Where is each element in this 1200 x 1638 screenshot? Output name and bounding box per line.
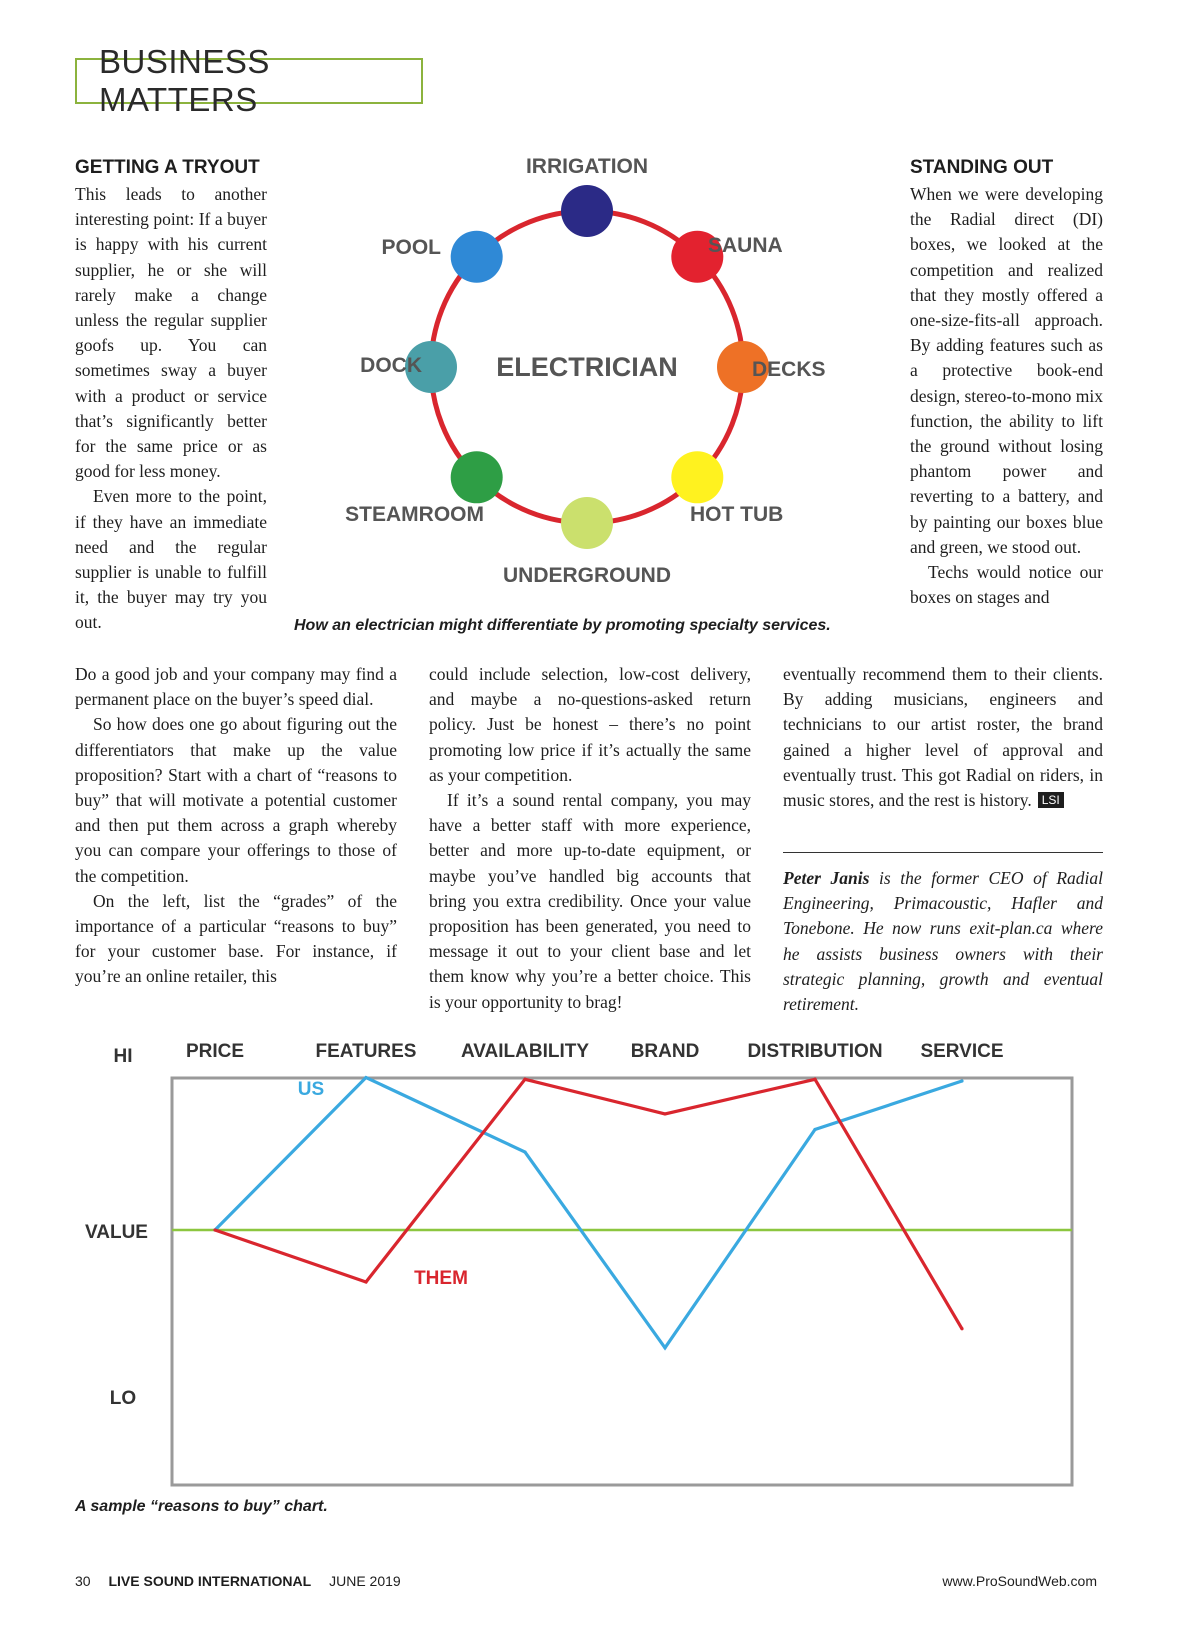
node-steamroom-label: STEAMROOM [345, 503, 484, 526]
paragraph [783, 662, 1103, 813]
series-point-them [813, 1078, 816, 1081]
paragraph: So how does one go about figuring out the differentiators that make up the value proposition? Start with a chart of “reasons to buy” that will motivate a potential customer and then put them across a graph whereby you can compare your offerings to those of the competition. [75, 714, 397, 886]
category-label-distribution: DISTRIBUTION [747, 1041, 883, 1062]
end-badge: LSI [1038, 792, 1064, 808]
series-point-them [960, 1327, 963, 1330]
paragraph: When we were developing the Radial direct (DI) boxes, we looked at the competition and realized that they mostly offered a one-size-fits-all approach. By adding features such as a protective book-end design, stereo-to-mono mix function, the ability to lift the ground without losing phantom power and reverting to a battery, and by painting our boxes blue and green, we stood out. [910, 184, 1103, 557]
author-bio [783, 866, 1103, 1017]
footer-website: www.ProSoundWeb.com [942, 1573, 1097, 1589]
node-pool-dot [451, 231, 503, 283]
series-point-them [364, 1280, 367, 1283]
paragraph-text: eventually recommend them to their clients. By adding musicians, engineers and technicians to our artist roster, the brand gained a higher level of approval and eventually trust. This got Radial on riders, in music stores, and the rest is history. [783, 664, 1103, 811]
series-point-us [523, 1150, 526, 1153]
series-point-us [364, 1076, 367, 1079]
heading-getting-a-tryout: GETTING A TRYOUT [75, 157, 260, 178]
series-point-them [663, 1112, 666, 1115]
category-label-brand: BRAND [630, 1041, 700, 1062]
paragraph: If it’s a sound rental company, you may have a better staff with more experience, better and more up-to-date equipment, or maybe you’ve handled big accounts that bring you extra credibility. Once your value proposition has been generated, you need to message it out to your client base and let them know why you’re a better choice. This is your opportunity to brag! [429, 790, 751, 1012]
node-underground-label: UNDERGROUND [503, 564, 671, 587]
reasons-to-buy-chart [75, 1035, 1115, 1495]
level-label-hi: HI [113, 1046, 133, 1067]
page-number: 30 [75, 1573, 91, 1589]
diagram-caption: How an electrician might differentiate by promoting specialty services. [294, 617, 831, 634]
category-label-price: PRICE [185, 1041, 245, 1062]
node-hot-tub-dot [671, 451, 723, 503]
paragraph: could include selection, low-cost delivery, and maybe a no-questions-asked return policy. Just be honest – there’s no point promoting low price if it’s actually the same as your competition. [429, 664, 751, 785]
node-pool-label: POOL [381, 236, 441, 259]
series-label-them: THEM [414, 1268, 468, 1289]
node-irrigation-label: IRRIGATION [525, 155, 649, 178]
level-label-lo: LO [109, 1388, 137, 1409]
series-point-us [663, 1346, 666, 1349]
diagram-center-label: ELECTRICIAN [496, 352, 678, 382]
electrician-diagram [300, 140, 880, 610]
left-lower-text [75, 662, 397, 990]
issue-date: JUNE 2019 [329, 1573, 401, 1589]
node-steamroom-dot [451, 451, 503, 503]
footer-left [75, 1573, 401, 1589]
author-name: Peter Janis [783, 868, 870, 888]
category-label-features: FEATURES [315, 1041, 417, 1062]
paragraph: Even more to the point, if they have an immediate need and the regular supplier is unable to fulfill it, the buyer may try you out. [75, 486, 267, 633]
paragraph: On the left, list the “grades” of the importance of a particular “reasons to buy” for your customer base. For instance, if you’re an online retailer, this [75, 890, 397, 987]
category-label-availability: AVAILABILITY [460, 1041, 590, 1062]
bio-text: is the former CEO of Radial Engineering, Primacoustic, Hafler and Tonebone. He now runs exit-plan.ca where he assists business owners with their strategic planning, growth and eventual retirement. [783, 868, 1103, 1015]
series-point-us [960, 1079, 963, 1082]
series-point-us [813, 1128, 816, 1131]
node-underground-dot [561, 497, 613, 549]
heading-standing-out: STANDING OUT [910, 157, 1054, 178]
right-lower-text [783, 662, 1103, 813]
paragraph: This leads to another interesting point: If a buyer is happy with his current supplier, he or she will rarely make a change unless the regular supplier goofs up. You can sometimes sway a buyer with a product or service that’s significantly better for the same price or as good for less money. [75, 184, 267, 482]
publication-name: LIVE SOUND INTERNATIONAL [108, 1573, 312, 1589]
node-dock-label: DOCK [360, 354, 422, 377]
series-label-us: US [297, 1079, 325, 1100]
bio-divider [783, 852, 1103, 853]
node-hot-tub-label: HOT TUB [690, 503, 784, 526]
left-column-text [75, 182, 267, 636]
series-point-them [213, 1228, 216, 1231]
right-column-text [910, 182, 1103, 610]
paragraph: Do a good job and your company may find a permanent place on the buyer’s speed dial. [75, 664, 397, 710]
node-decks-label: DECKS [752, 358, 826, 381]
paragraph: Techs would notice our boxes on stages and [910, 562, 1103, 608]
chart-caption: A sample “reasons to buy” chart. [75, 1498, 328, 1515]
level-label-value: VALUE [85, 1222, 148, 1243]
node-irrigation-dot [561, 185, 613, 237]
section-title: BUSINESS MATTERS [75, 58, 423, 104]
series-point-them [523, 1078, 526, 1081]
category-label-service: SERVICE [920, 1041, 1004, 1062]
node-sauna-label: SAUNA [708, 234, 783, 257]
middle-column-text [429, 662, 751, 1015]
